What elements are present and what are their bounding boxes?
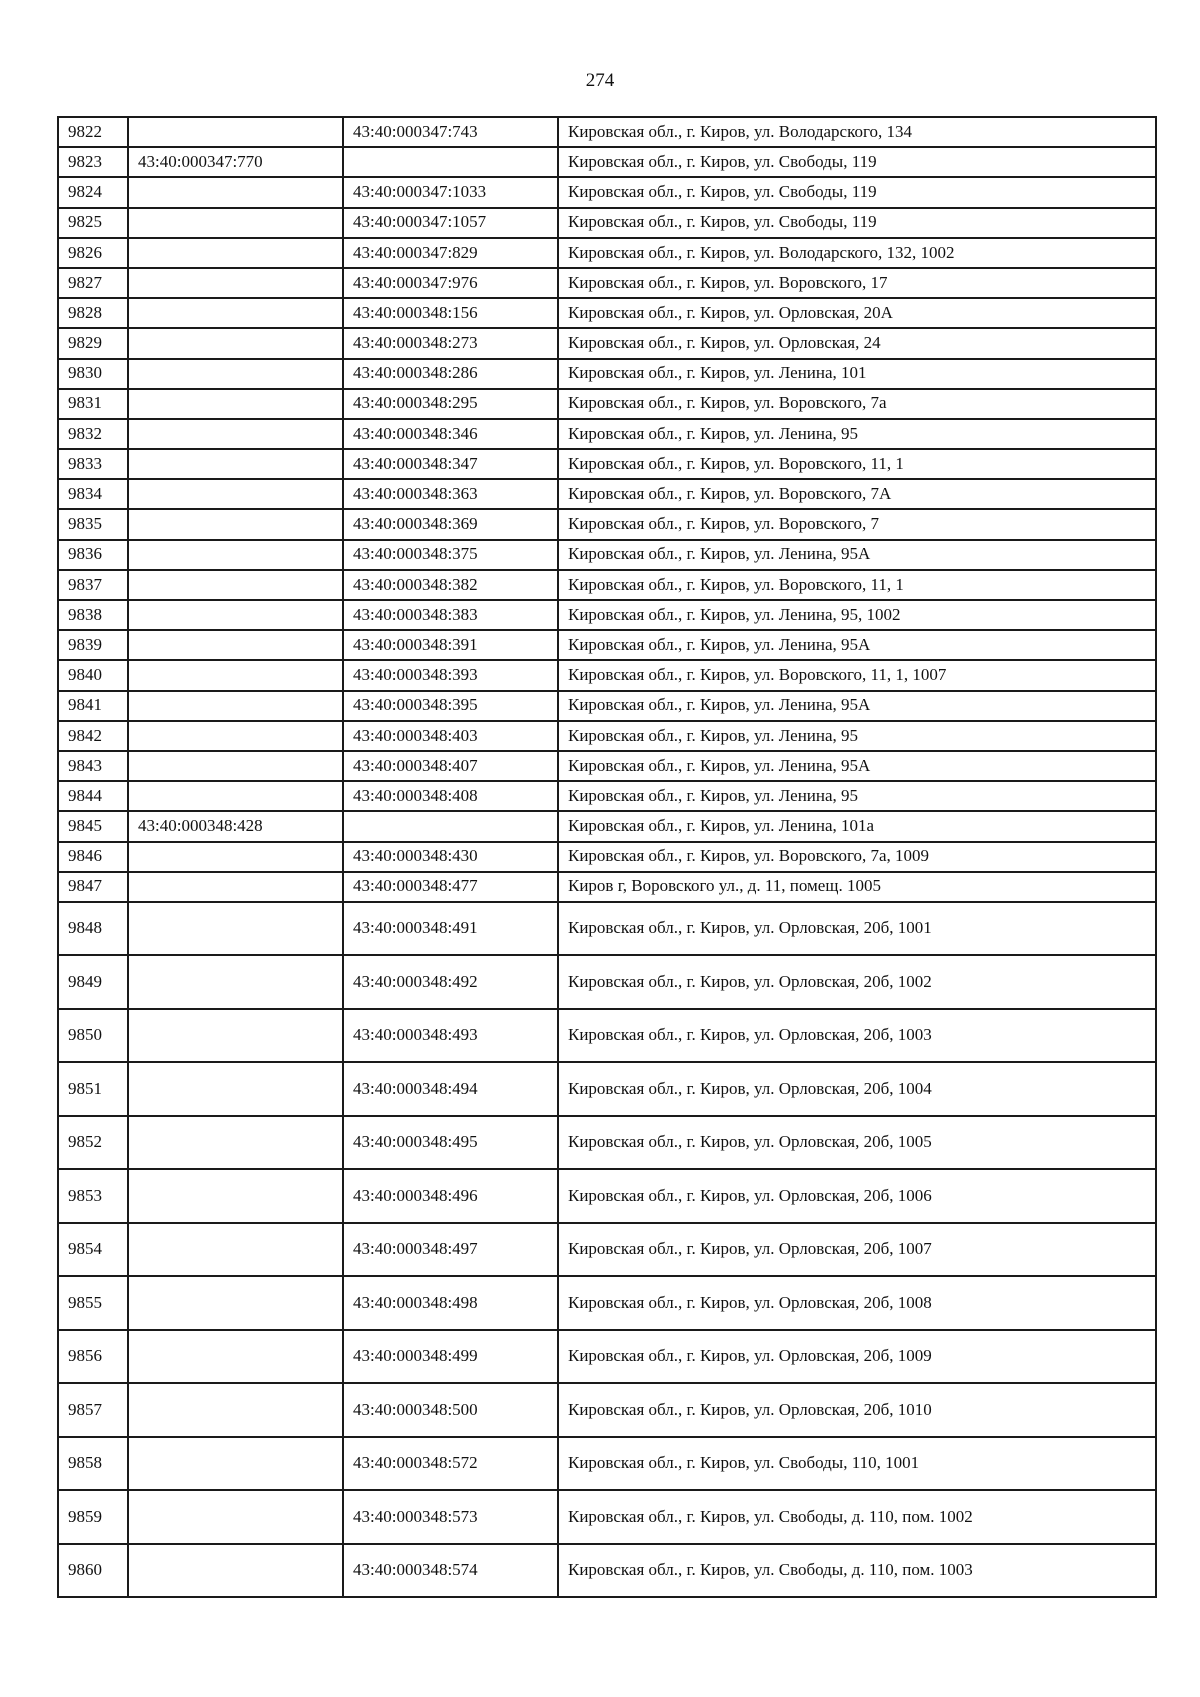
address-cell: Кировская обл., г. Киров, ул. Воровского, 7А xyxy=(558,479,1156,509)
cadastral-number-cell xyxy=(128,268,343,298)
address-cell: Кировская обл., г. Киров, ул. Орловская, 20б, 1009 xyxy=(558,1330,1156,1384)
address-cell: Кировская обл., г. Киров, ул. Ленина, 95 xyxy=(558,419,1156,449)
table-row xyxy=(58,298,1156,328)
table-row xyxy=(58,630,1156,660)
premises-cadastral-number-cell: 43:40:000348:492 xyxy=(343,955,558,1009)
row-number-cell: 9839 xyxy=(58,630,128,660)
premises-cadastral-number-cell: 43:40:000348:573 xyxy=(343,1490,558,1544)
table-row xyxy=(58,842,1156,872)
row-number-cell: 9845 xyxy=(58,811,128,841)
row-number-cell: 9822 xyxy=(58,117,128,147)
premises-cadastral-number-cell: 43:40:000347:1033 xyxy=(343,177,558,207)
table-row xyxy=(58,1383,1156,1437)
premises-cadastral-number-cell: 43:40:000347:829 xyxy=(343,238,558,268)
address-cell: Кировская обл., г. Киров, ул. Орловская, 24 xyxy=(558,328,1156,358)
cadastral-number-cell xyxy=(128,238,343,268)
address-cell: Кировская обл., г. Киров, ул. Орловская, 20А xyxy=(558,298,1156,328)
premises-cadastral-number-cell xyxy=(343,811,558,841)
table-row xyxy=(58,781,1156,811)
table-row xyxy=(58,1330,1156,1384)
address-cell: Кировская обл., г. Киров, ул. Воровского, 17 xyxy=(558,268,1156,298)
row-number-cell: 9848 xyxy=(58,902,128,956)
row-number-cell: 9842 xyxy=(58,721,128,751)
address-cell: Кировская обл., г. Киров, ул. Воровского, 7а, 1009 xyxy=(558,842,1156,872)
cadastral-number-cell xyxy=(128,902,343,956)
row-number-cell: 9856 xyxy=(58,1330,128,1384)
address-cell: Кировская обл., г. Киров, ул. Орловская, 20б, 1004 xyxy=(558,1062,1156,1116)
cadastral-number-cell xyxy=(128,1116,343,1170)
cadastral-number-cell xyxy=(128,955,343,1009)
row-number-cell: 9851 xyxy=(58,1062,128,1116)
cadastral-number-cell xyxy=(128,177,343,207)
cadastral-number-cell xyxy=(128,1330,343,1384)
table-row xyxy=(58,479,1156,509)
row-number-cell: 9826 xyxy=(58,238,128,268)
row-number-cell: 9854 xyxy=(58,1223,128,1277)
row-number-cell: 9834 xyxy=(58,479,128,509)
row-number-cell: 9860 xyxy=(58,1544,128,1598)
row-number-cell: 9849 xyxy=(58,955,128,1009)
table-body xyxy=(58,117,1156,1597)
row-number-cell: 9838 xyxy=(58,600,128,630)
premises-cadastral-number-cell: 43:40:000348:403 xyxy=(343,721,558,751)
premises-cadastral-number-cell: 43:40:000348:273 xyxy=(343,328,558,358)
cadastral-number-cell: 43:40:000347:770 xyxy=(128,147,343,177)
cadastral-number-cell xyxy=(128,449,343,479)
table-row xyxy=(58,509,1156,539)
row-number-cell: 9828 xyxy=(58,298,128,328)
row-number-cell: 9859 xyxy=(58,1490,128,1544)
table-row xyxy=(58,1223,1156,1277)
premises-cadastral-number-cell: 43:40:000348:382 xyxy=(343,570,558,600)
table-row xyxy=(58,902,1156,956)
address-cell: Кировская обл., г. Киров, ул. Володарского, 134 xyxy=(558,117,1156,147)
table-row xyxy=(58,1490,1156,1544)
cadastral-number-cell xyxy=(128,872,343,902)
table-row xyxy=(58,328,1156,358)
premises-cadastral-number-cell: 43:40:000348:347 xyxy=(343,449,558,479)
cadastral-number-cell xyxy=(128,298,343,328)
cadastral-number-cell xyxy=(128,781,343,811)
address-cell: Кировская обл., г. Киров, ул. Свободы, 110, 1001 xyxy=(558,1437,1156,1491)
premises-cadastral-number-cell: 43:40:000348:393 xyxy=(343,660,558,690)
premises-cadastral-number-cell: 43:40:000348:369 xyxy=(343,509,558,539)
premises-cadastral-number-cell: 43:40:000348:407 xyxy=(343,751,558,781)
row-number-cell: 9846 xyxy=(58,842,128,872)
address-cell: Кировская обл., г. Киров, ул. Орловская, 20б, 1001 xyxy=(558,902,1156,956)
cadastral-number-cell xyxy=(128,208,343,238)
premises-cadastral-number-cell: 43:40:000348:391 xyxy=(343,630,558,660)
cadastral-number-cell xyxy=(128,419,343,449)
table-row xyxy=(58,955,1156,1009)
table-row xyxy=(58,1437,1156,1491)
row-number-cell: 9840 xyxy=(58,660,128,690)
row-number-cell: 9850 xyxy=(58,1009,128,1063)
row-number-cell: 9844 xyxy=(58,781,128,811)
cadastral-number-cell xyxy=(128,328,343,358)
premises-cadastral-number-cell: 43:40:000348:375 xyxy=(343,540,558,570)
cadastral-number-cell xyxy=(128,509,343,539)
row-number-cell: 9829 xyxy=(58,328,128,358)
premises-cadastral-number-cell: 43:40:000348:496 xyxy=(343,1169,558,1223)
premises-cadastral-number-cell: 43:40:000348:497 xyxy=(343,1223,558,1277)
premises-cadastral-number-cell: 43:40:000348:493 xyxy=(343,1009,558,1063)
premises-cadastral-number-cell: 43:40:000348:295 xyxy=(343,389,558,419)
row-number-cell: 9825 xyxy=(58,208,128,238)
table-row xyxy=(58,449,1156,479)
address-cell: Кировская обл., г. Киров, ул. Воровского, 7а xyxy=(558,389,1156,419)
row-number-cell: 9841 xyxy=(58,691,128,721)
cadastral-number-cell: 43:40:000348:428 xyxy=(128,811,343,841)
address-cell: Кировская обл., г. Киров, ул. Володарского, 132, 1002 xyxy=(558,238,1156,268)
address-cell: Кировская обл., г. Киров, ул. Орловская, 20б, 1006 xyxy=(558,1169,1156,1223)
table-row xyxy=(58,872,1156,902)
premises-cadastral-number-cell: 43:40:000348:498 xyxy=(343,1276,558,1330)
table-row xyxy=(58,600,1156,630)
premises-cadastral-number-cell: 43:40:000348:495 xyxy=(343,1116,558,1170)
cadastral-number-cell xyxy=(128,600,343,630)
address-cell: Кировская обл., г. Киров, ул. Свободы, д. 110, пом. 1002 xyxy=(558,1490,1156,1544)
address-cell: Кировская обл., г. Киров, ул. Свободы, 119 xyxy=(558,147,1156,177)
address-cell: Киров г, Воровского ул., д. 11, помещ. 1005 xyxy=(558,872,1156,902)
address-cell: Кировская обл., г. Киров, ул. Орловская, 20б, 1007 xyxy=(558,1223,1156,1277)
table-row xyxy=(58,268,1156,298)
row-number-cell: 9831 xyxy=(58,389,128,419)
premises-cadastral-number-cell: 43:40:000348:363 xyxy=(343,479,558,509)
address-cell: Кировская обл., г. Киров, ул. Ленина, 95А xyxy=(558,751,1156,781)
premises-cadastral-number-cell: 43:40:000348:494 xyxy=(343,1062,558,1116)
address-cell: Кировская обл., г. Киров, ул. Орловская, 20б, 1002 xyxy=(558,955,1156,1009)
table-row xyxy=(58,1544,1156,1598)
table-row xyxy=(58,389,1156,419)
cadastral-number-cell xyxy=(128,117,343,147)
row-number-cell: 9855 xyxy=(58,1276,128,1330)
premises-cadastral-number-cell: 43:40:000347:743 xyxy=(343,117,558,147)
table-row xyxy=(58,147,1156,177)
table-row xyxy=(58,1009,1156,1063)
row-number-cell: 9833 xyxy=(58,449,128,479)
cadastral-number-cell xyxy=(128,479,343,509)
address-cell: Кировская обл., г. Киров, ул. Ленина, 95, 1002 xyxy=(558,600,1156,630)
page-number: 274 xyxy=(585,70,615,91)
address-cell: Кировская обл., г. Киров, ул. Орловская, 20б, 1005 xyxy=(558,1116,1156,1170)
address-cell: Кировская обл., г. Киров, ул. Ленина, 95 xyxy=(558,721,1156,751)
cadastral-number-cell xyxy=(128,1009,343,1063)
row-number-cell: 9830 xyxy=(58,359,128,389)
address-cell: Кировская обл., г. Киров, ул. Свободы, 119 xyxy=(558,177,1156,207)
address-cell: Кировская обл., г. Киров, ул. Орловская, 20б, 1008 xyxy=(558,1276,1156,1330)
table-row xyxy=(58,540,1156,570)
table-row xyxy=(58,1276,1156,1330)
premises-cadastral-number-cell: 43:40:000348:491 xyxy=(343,902,558,956)
row-number-cell: 9857 xyxy=(58,1383,128,1437)
row-number-cell: 9853 xyxy=(58,1169,128,1223)
address-cell: Кировская обл., г. Киров, ул. Ленина, 95А xyxy=(558,691,1156,721)
cadastral-number-cell xyxy=(128,660,343,690)
table-row xyxy=(58,177,1156,207)
row-number-cell: 9824 xyxy=(58,177,128,207)
row-number-cell: 9832 xyxy=(58,419,128,449)
address-cell: Кировская обл., г. Киров, ул. Свободы, 119 xyxy=(558,208,1156,238)
row-number-cell: 9837 xyxy=(58,570,128,600)
premises-cadastral-number-cell: 43:40:000348:286 xyxy=(343,359,558,389)
cadastral-number-cell xyxy=(128,359,343,389)
premises-cadastral-number-cell: 43:40:000348:574 xyxy=(343,1544,558,1598)
cadastral-number-cell xyxy=(128,1062,343,1116)
address-cell: Кировская обл., г. Киров, ул. Ленина, 101а xyxy=(558,811,1156,841)
address-cell: Кировская обл., г. Киров, ул. Ленина, 95 xyxy=(558,781,1156,811)
address-cell: Кировская обл., г. Киров, ул. Орловская, 20б, 1010 xyxy=(558,1383,1156,1437)
address-cell: Кировская обл., г. Киров, ул. Воровского, 11, 1, 1007 xyxy=(558,660,1156,690)
premises-cadastral-number-cell: 43:40:000348:156 xyxy=(343,298,558,328)
cadastral-number-cell xyxy=(128,691,343,721)
cadastral-number-cell xyxy=(128,540,343,570)
premises-cadastral-number-cell: 43:40:000348:572 xyxy=(343,1437,558,1491)
premises-cadastral-number-cell: 43:40:000347:1057 xyxy=(343,208,558,238)
premises-cadastral-number-cell: 43:40:000347:976 xyxy=(343,268,558,298)
row-number-cell: 9827 xyxy=(58,268,128,298)
row-number-cell: 9823 xyxy=(58,147,128,177)
table-row xyxy=(58,721,1156,751)
cadastral-number-cell xyxy=(128,1383,343,1437)
table-row xyxy=(58,570,1156,600)
row-number-cell: 9843 xyxy=(58,751,128,781)
premises-cadastral-number-cell: 43:40:000348:346 xyxy=(343,419,558,449)
table-row xyxy=(58,1116,1156,1170)
cadastral-number-cell xyxy=(128,1544,343,1598)
cadastral-number-cell xyxy=(128,721,343,751)
address-cell: Кировская обл., г. Киров, ул. Воровского, 11, 1 xyxy=(558,570,1156,600)
table-row xyxy=(58,811,1156,841)
address-cell: Кировская обл., г. Киров, ул. Воровского, 11, 1 xyxy=(558,449,1156,479)
premises-cadastral-number-cell: 43:40:000348:408 xyxy=(343,781,558,811)
table-row xyxy=(58,1169,1156,1223)
table-row xyxy=(58,419,1156,449)
cadastral-number-cell xyxy=(128,1169,343,1223)
cadastral-number-cell xyxy=(128,389,343,419)
cadastral-number-cell xyxy=(128,1223,343,1277)
table-row xyxy=(58,751,1156,781)
cadastral-number-cell xyxy=(128,1490,343,1544)
table-row xyxy=(58,117,1156,147)
cadastral-number-cell xyxy=(128,630,343,660)
address-cell: Кировская обл., г. Киров, ул. Ленина, 101 xyxy=(558,359,1156,389)
row-number-cell: 9847 xyxy=(58,872,128,902)
table-row xyxy=(58,238,1156,268)
address-cell: Кировская обл., г. Киров, ул. Ленина, 95А xyxy=(558,540,1156,570)
address-cell: Кировская обл., г. Киров, ул. Орловская, 20б, 1003 xyxy=(558,1009,1156,1063)
cadastral-number-cell xyxy=(128,751,343,781)
premises-cadastral-number-cell: 43:40:000348:500 xyxy=(343,1383,558,1437)
premises-cadastral-number-cell: 43:40:000348:477 xyxy=(343,872,558,902)
premises-cadastral-number-cell xyxy=(343,147,558,177)
table-row xyxy=(58,691,1156,721)
table-row xyxy=(58,1062,1156,1116)
row-number-cell: 9852 xyxy=(58,1116,128,1170)
address-cell: Кировская обл., г. Киров, ул. Свободы, д. 110, пом. 1003 xyxy=(558,1544,1156,1598)
cadastral-number-cell xyxy=(128,1276,343,1330)
premises-cadastral-number-cell: 43:40:000348:395 xyxy=(343,691,558,721)
row-number-cell: 9858 xyxy=(58,1437,128,1491)
premises-cadastral-number-cell: 43:40:000348:499 xyxy=(343,1330,558,1384)
address-cell: Кировская обл., г. Киров, ул. Ленина, 95А xyxy=(558,630,1156,660)
address-cell: Кировская обл., г. Киров, ул. Воровского, 7 xyxy=(558,509,1156,539)
table-row xyxy=(58,208,1156,238)
table-row xyxy=(58,359,1156,389)
table-row xyxy=(58,660,1156,690)
row-number-cell: 9836 xyxy=(58,540,128,570)
cadastral-number-cell xyxy=(128,1437,343,1491)
cadastral-number-cell xyxy=(128,570,343,600)
premises-cadastral-number-cell: 43:40:000348:430 xyxy=(343,842,558,872)
property-registry-table xyxy=(57,116,1157,1598)
row-number-cell: 9835 xyxy=(58,509,128,539)
premises-cadastral-number-cell: 43:40:000348:383 xyxy=(343,600,558,630)
cadastral-number-cell xyxy=(128,842,343,872)
